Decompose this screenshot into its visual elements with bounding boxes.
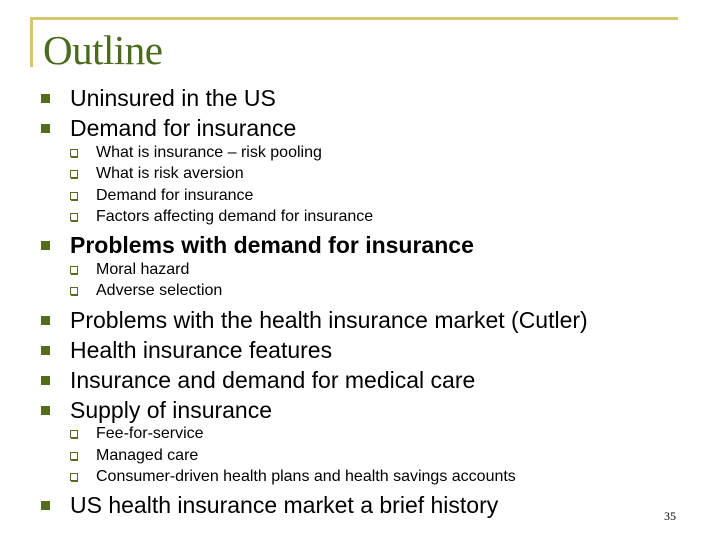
- outline-item: Health insurance features: [70, 337, 333, 363]
- title-frame-top-rule: [30, 17, 678, 20]
- outline-subitem: Consumer-driven health plans and health savings accounts: [96, 468, 516, 485]
- square-bullet-icon: [41, 124, 50, 133]
- outline-item: Problems with the health insurance market (Cutler): [70, 307, 588, 333]
- hollow-square-bullet-icon: [70, 170, 78, 178]
- hollow-square-bullet-icon: [70, 213, 78, 221]
- hollow-square-bullet-icon: [70, 266, 78, 274]
- square-bullet-icon: [41, 406, 50, 415]
- outline-item-emphasized: Problems with demand for insurance: [70, 232, 474, 258]
- square-bullet-icon: [41, 376, 50, 385]
- outline-subitem: Adverse selection: [96, 282, 223, 299]
- outline-item: Supply of insurance: [70, 397, 273, 423]
- outline-subitem: Fee-for-service: [96, 425, 204, 442]
- outline-item: Demand for insurance: [70, 115, 297, 141]
- square-bullet-icon: [41, 94, 50, 103]
- hollow-square-bullet-icon: [70, 473, 78, 481]
- square-bullet-icon: [41, 241, 50, 250]
- outline-subitem: Moral hazard: [96, 261, 190, 278]
- outline-subitem: What is risk aversion: [96, 165, 244, 182]
- outline-subitem: Factors affecting demand for insurance: [96, 208, 374, 225]
- hollow-square-bullet-icon: [70, 192, 78, 200]
- outline-item: Uninsured in the US: [70, 85, 276, 111]
- outline-subitem: What is insurance – risk pooling: [96, 144, 322, 161]
- hollow-square-bullet-icon: [70, 430, 78, 438]
- hollow-square-bullet-icon: [70, 452, 78, 460]
- title-frame-left-rule: [30, 17, 33, 67]
- hollow-square-bullet-icon: [70, 287, 78, 295]
- slide-title: Outline: [43, 27, 163, 73]
- square-bullet-icon: [41, 346, 50, 355]
- outline-subitem: Managed care: [96, 447, 199, 464]
- outline-item: Insurance and demand for medical care: [70, 367, 476, 393]
- square-bullet-icon: [41, 316, 50, 325]
- page-number: 35: [664, 509, 676, 523]
- square-bullet-icon: [41, 501, 50, 510]
- outline-item: US health insurance market a brief history: [70, 492, 499, 518]
- hollow-square-bullet-icon: [70, 149, 78, 157]
- outline-subitem: Demand for insurance: [96, 187, 254, 204]
